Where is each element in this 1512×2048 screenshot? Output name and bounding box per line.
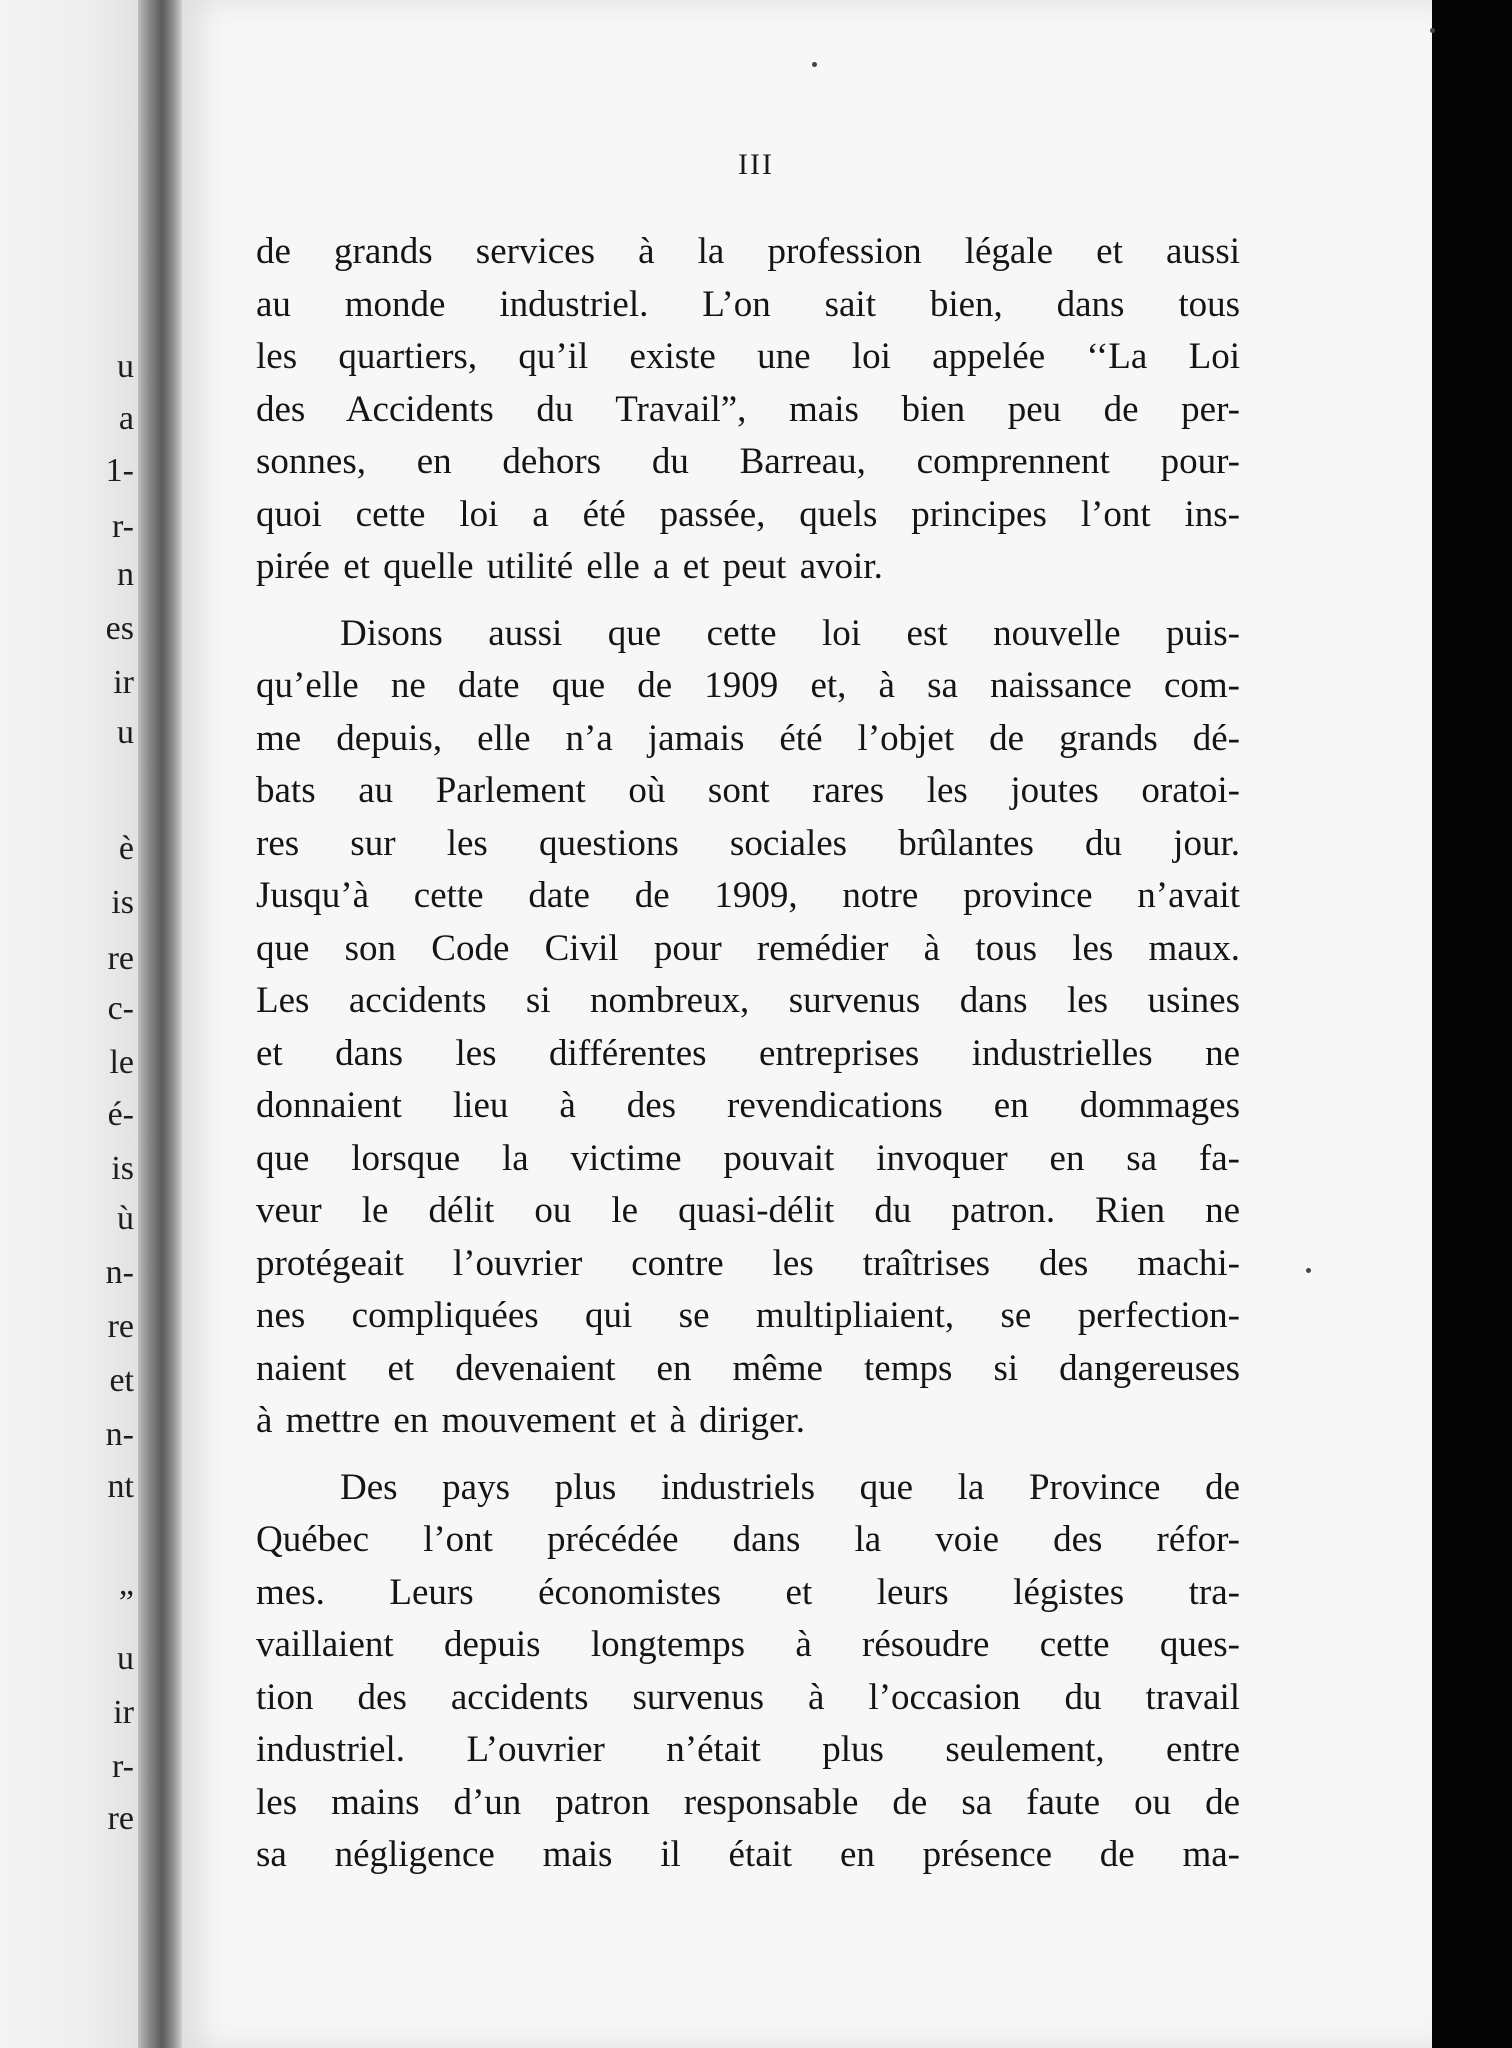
text-line: les mains d’un patron responsable de sa faute ou de xyxy=(256,1781,1240,1823)
text-line: que lorsque la victime pouvait invoquer en sa fa- xyxy=(256,1137,1240,1179)
text-line: mes. Leurs économistes et leurs légistes tra- xyxy=(256,1571,1240,1613)
text-line: quoi cette loi a été passée, quels principes l’ont ins- xyxy=(256,493,1240,535)
left-page-text: è xyxy=(118,830,134,867)
text-line: de grands services à la profession légale et aussi xyxy=(256,231,1240,272)
left-page-text: re xyxy=(107,940,134,977)
left-page-text: nt xyxy=(107,1468,134,1505)
book-gutter xyxy=(138,0,182,2048)
scan-border xyxy=(1432,0,1512,2048)
left-page-text: es xyxy=(105,610,134,647)
text-line: donnaient lieu à des revendications en dommages xyxy=(256,1085,1240,1126)
left-page-text: n xyxy=(117,556,134,593)
left-page-fragment xyxy=(0,0,138,2048)
text-line: res sur les questions sociales brûlantes du jour. xyxy=(256,822,1240,864)
scan-speck xyxy=(1306,1268,1311,1273)
left-page-text: u xyxy=(117,714,134,751)
text-line: nes compliquées qui se multipliaient, se perfection- xyxy=(256,1295,1240,1336)
left-page-text: é- xyxy=(107,1096,134,1133)
left-page-text: le xyxy=(109,1044,134,1081)
page-number: III xyxy=(738,148,774,181)
paragraph xyxy=(256,608,1240,1448)
text-line: Disons aussi que cette loi est nouvelle puis- xyxy=(340,612,1240,654)
left-page-text: re xyxy=(107,1308,134,1345)
left-page-text: is xyxy=(111,1150,134,1187)
text-line: veur le délit ou le quasi-délit du patron. Rien ne xyxy=(256,1190,1240,1231)
left-page-text: r- xyxy=(112,508,134,545)
text-line: et dans les différentes entreprises industrielles ne xyxy=(256,1032,1240,1074)
left-page-text: ir xyxy=(113,1694,134,1731)
text-line: Québec l’ont précédée dans la voie des réfor- xyxy=(256,1519,1240,1560)
text-line: Des pays plus industriels que la Province de xyxy=(340,1466,1240,1508)
left-page-text: a xyxy=(118,400,134,437)
left-page-text: re xyxy=(107,1800,134,1837)
text-line: tion des accidents survenus à l’occasion du travail xyxy=(256,1676,1240,1718)
left-page-text: ir xyxy=(113,664,134,701)
scan-speck xyxy=(812,62,817,67)
text-line: bats au Parlement où sont rares les joutes oratoi- xyxy=(256,770,1240,811)
text-line: qu’elle ne date que de 1909 et, à sa naissance com- xyxy=(256,665,1240,706)
left-page-text: ” xyxy=(118,1584,134,1621)
left-page-text: et xyxy=(109,1362,134,1399)
left-page-text: n- xyxy=(105,1254,134,1291)
text-line: que son Code Civil pour remédier à tous les maux. xyxy=(256,927,1240,969)
left-page-text: u xyxy=(117,348,134,385)
paragraph xyxy=(256,226,1240,594)
text-line: des Accidents du Travail”, mais bien peu de per- xyxy=(256,388,1240,430)
left-page-text: ù xyxy=(117,1200,134,1237)
text-line: à mettre en mouvement et à diriger. xyxy=(256,1400,805,1441)
left-page-text: is xyxy=(111,884,134,921)
left-page-text: 1- xyxy=(105,452,134,489)
scan-speck xyxy=(1430,28,1435,33)
text-line: me depuis, elle n’a jamais été l’objet de grands dé- xyxy=(256,717,1240,759)
paragraph xyxy=(256,1462,1240,1882)
text-line: sa négligence mais il était en présence de ma- xyxy=(256,1834,1240,1875)
text-line: sonnes, en dehors du Barreau, comprennent pour- xyxy=(256,441,1240,482)
text-line: industriel. L’ouvrier n’était plus seulement, entre xyxy=(256,1729,1240,1770)
body-text xyxy=(256,226,1240,1882)
left-page-text: c- xyxy=(107,990,134,1027)
text-line: les quartiers, qu’il existe une loi appelée ‘‘La Loi xyxy=(256,336,1240,377)
text-line: vaillaient depuis longtemps à résoudre cette ques- xyxy=(256,1624,1240,1665)
text-line: protégeait l’ouvrier contre les traîtrises des machi- xyxy=(256,1242,1240,1284)
text-line: Les accidents si nombreux, survenus dans les usines xyxy=(256,980,1240,1021)
text-line: Jusqu’à cette date de 1909, notre province n’avait xyxy=(256,875,1240,916)
left-page-text: n- xyxy=(105,1416,134,1453)
text-line: au monde industriel. L’on sait bien, dans tous xyxy=(256,283,1240,325)
left-page-text: r- xyxy=(112,1748,134,1785)
text-line: pirée et quelle utilité elle a et peut avoir. xyxy=(256,546,883,587)
text-line: naient et devenaient en même temps si dangereuses xyxy=(256,1347,1240,1389)
left-page-text: u xyxy=(117,1640,134,1677)
